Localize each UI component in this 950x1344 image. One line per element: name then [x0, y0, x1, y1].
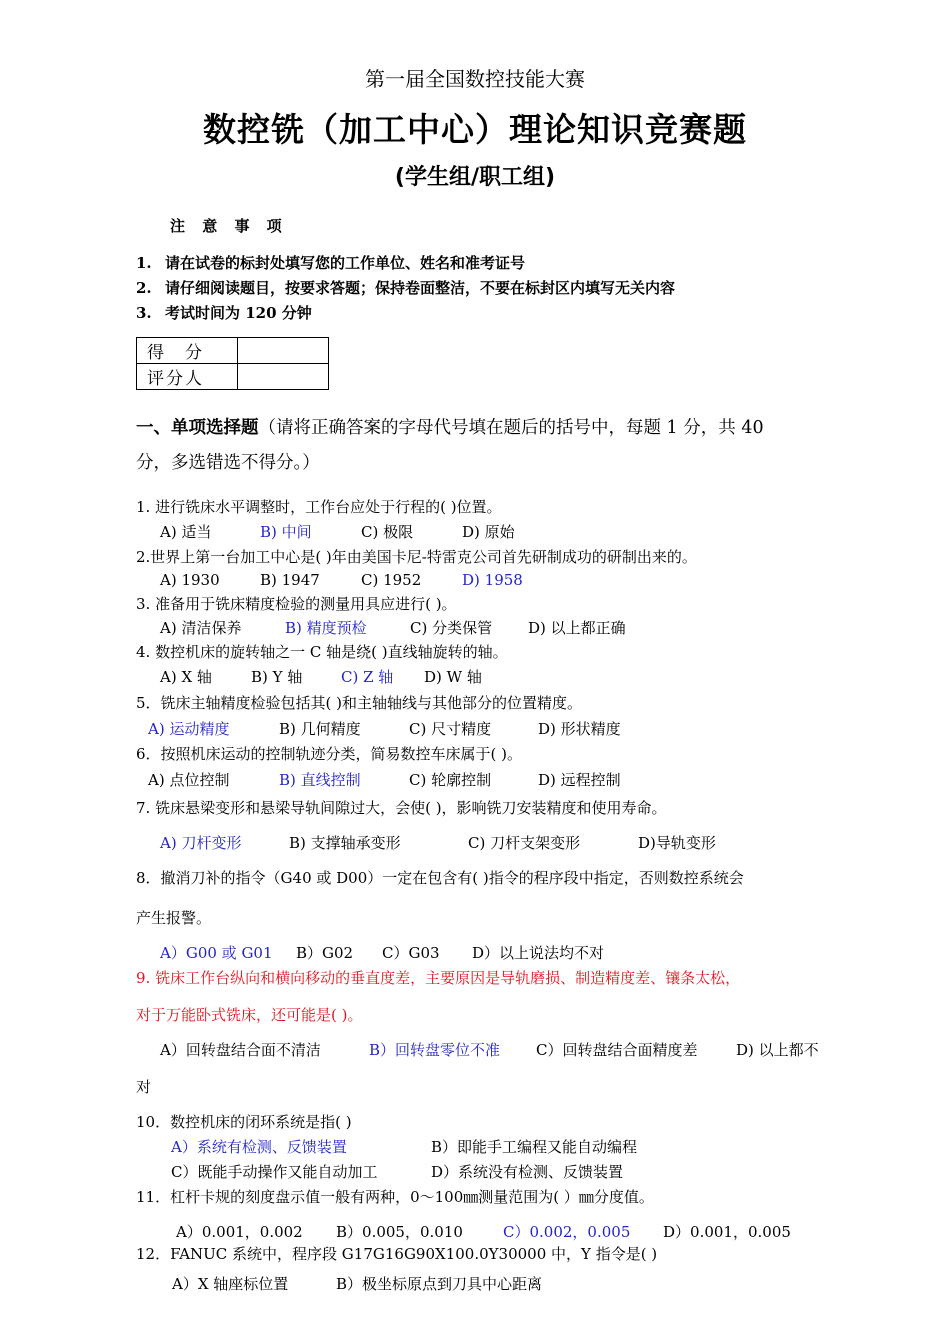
option-a[interactable]: A）X 轴座标位置	[172, 1275, 289, 1293]
option-d[interactable]: D) 远程控制	[538, 771, 621, 789]
option-b[interactable]: B）即能手工编程又能自动编程	[431, 1138, 638, 1156]
option-b[interactable]: B) Y 轴	[251, 668, 303, 686]
option-d[interactable]: D) 1958	[462, 571, 523, 589]
notice-item-text: 考试时间为 120 分钟	[165, 304, 312, 322]
option-c[interactable]: C）G03	[382, 944, 440, 962]
option-b[interactable]: B）0.005，0.010	[336, 1223, 463, 1241]
option-d[interactable]: D) 以上都正确	[528, 619, 626, 637]
notice-item-number: 1.	[136, 254, 152, 272]
option-a[interactable]: A) 清洁保养	[160, 619, 242, 637]
question-text: 11．杠杆卡规的刻度盘示值一般有两种，0～100㎜测量范围为( ）㎜分度值。	[136, 1188, 654, 1206]
section-instruction: （请将正确答案的字母代号填在题后的括号中，每题 1 分，共 40	[258, 418, 764, 438]
option-c[interactable]: C) 轮廓控制	[409, 771, 492, 789]
score-label: 得 分	[137, 338, 238, 364]
option-c[interactable]: C) Z 轴	[341, 668, 394, 686]
option-b[interactable]: B）回转盘零位不准	[369, 1041, 501, 1059]
question-text: 9. 铣床工作台纵向和横向移动的垂直度差，主要原因是导轨磨损、制造精度差、镶条太松，	[136, 969, 741, 987]
option-a[interactable]: A) 1930	[160, 571, 220, 589]
score-value-cell[interactable]	[238, 338, 329, 364]
grader-label: 评分人	[137, 364, 238, 390]
notice-item-text: 请仔细阅读题目，按要求答题；保持卷面整洁，不要在标封区内填写无关内容	[165, 279, 676, 297]
option-c[interactable]: C) 分类保管	[410, 619, 493, 637]
option-a[interactable]: A）G00 或 G01	[160, 944, 273, 962]
option-d[interactable]: D)导轨变形	[638, 834, 716, 852]
section-instruction-cont: 分，多选错选不得分。）	[136, 453, 320, 473]
contest-subtitle: 第一届全国数控技能大赛	[365, 67, 585, 91]
notice-item	[136, 277, 675, 298]
question-text: 12．FANUC 系统中，程序段 G17G16G90X100.0Y30000 中，Y 指令是( )	[136, 1245, 658, 1263]
option-c[interactable]: C) 1952	[361, 571, 422, 589]
option-d[interactable]: D）0.001，0.005	[663, 1223, 791, 1241]
score-row	[137, 338, 329, 364]
notice-item-text: 请在试卷的标封处填写您的工作单位、姓名和准考证号	[165, 254, 526, 272]
question-text: 4. 数控机床的旋转轴之一 C 轴是绕( )直线轴旋转的轴。	[136, 643, 508, 661]
notice-item-number: 3.	[136, 304, 152, 322]
notice-heading: 注 意 事 项	[170, 217, 288, 235]
option-c[interactable]: C) 极限	[361, 523, 414, 541]
option-d[interactable]: D）以上说法均不对	[472, 944, 605, 962]
option-b[interactable]: B) 支撑轴承变形	[289, 834, 401, 852]
option-b[interactable]: B) 精度预检	[285, 619, 367, 637]
question-text: 8．撤消刀补的指令（G40 或 D00）一定在包含有( )指令的程序段中指定，否则数控系统会	[136, 869, 744, 887]
section-title: 一、单项选择题	[136, 418, 259, 438]
question-text: 7. 铣床悬梁变形和悬梁导轨间隙过大，会使( )，影响铣刀安装精度和使用寿命。	[136, 799, 667, 817]
page-title: 数控铣（加工中心）理论知识竞赛题	[203, 110, 747, 149]
option-a[interactable]: A）0.001，0.002	[176, 1223, 303, 1241]
option-a[interactable]: A）回转盘结合面不清洁	[160, 1041, 321, 1059]
option-a[interactable]: A）系统有检测、反馈装置	[171, 1138, 347, 1156]
option-b[interactable]: B）极坐标原点到刀具中心距离	[336, 1275, 543, 1293]
question-text-cont: 产生报警。	[136, 909, 212, 927]
question-text: 10．数控机床的闭环系统是指( )	[136, 1113, 352, 1131]
grader-value-cell[interactable]	[238, 364, 329, 390]
option-a[interactable]: A) 运动精度	[148, 720, 230, 738]
question-text: 5．铣床主轴精度检验包括其( )和主轴轴线与其他部分的位置精度。	[136, 694, 583, 712]
notice-item	[136, 252, 525, 273]
question-text: 2.世界上第一台加工中心是( )年由美国卡尼-特雷克公司首先研制成功的研制出来的。	[136, 548, 697, 566]
option-a[interactable]: A) X 轴	[160, 668, 212, 686]
question-text: 1. 进行铣床水平调整时，工作台应处于行程的( )位置。	[136, 498, 502, 516]
question-text-cont: 对于万能卧式铣床，还可能是( )。	[136, 1006, 363, 1024]
option-c[interactable]: C) 刀杆支架变形	[468, 834, 581, 852]
option-c[interactable]: C）0.002，0.005	[503, 1223, 631, 1241]
option-c[interactable]: C）回转盘结合面精度差	[536, 1041, 698, 1059]
option-a[interactable]: A) 适当	[160, 523, 212, 541]
question-text: 3. 准备用于铣床精度检验的测量用具应进行( )。	[136, 595, 457, 613]
option-b[interactable]: B) 直线控制	[279, 771, 361, 789]
option-c[interactable]: C）既能手动操作又能自动加工	[171, 1163, 378, 1181]
option-d[interactable]: D) 原始	[462, 523, 515, 541]
group-subtitle: (学生组/职工组)	[394, 165, 556, 190]
notice-item	[136, 302, 312, 323]
option-a[interactable]: A) 点位控制	[148, 771, 230, 789]
option-a[interactable]: A) 刀杆变形	[160, 834, 242, 852]
option-b[interactable]: B) 1947	[260, 571, 320, 589]
notice-item-number: 2.	[136, 279, 152, 297]
option-b[interactable]: B) 几何精度	[279, 720, 361, 738]
section-heading	[136, 414, 764, 439]
question-text: 6．按照机床运动的控制轨迹分类，简易数控车床属于( )。	[136, 745, 523, 763]
option-d[interactable]: D) 形状精度	[538, 720, 621, 738]
option-b[interactable]: B）G02	[296, 944, 354, 962]
option-d[interactable]: D）系统没有检测、反馈装置	[431, 1163, 624, 1181]
option-d[interactable]: D) W 轴	[424, 668, 482, 686]
option-c[interactable]: C) 尺寸精度	[409, 720, 492, 738]
option-b[interactable]: B) 中间	[260, 523, 312, 541]
score-table	[136, 337, 329, 390]
grader-row	[137, 364, 329, 390]
option-d-cont: 对	[136, 1078, 152, 1096]
option-d[interactable]: D) 以上都不	[736, 1041, 819, 1059]
